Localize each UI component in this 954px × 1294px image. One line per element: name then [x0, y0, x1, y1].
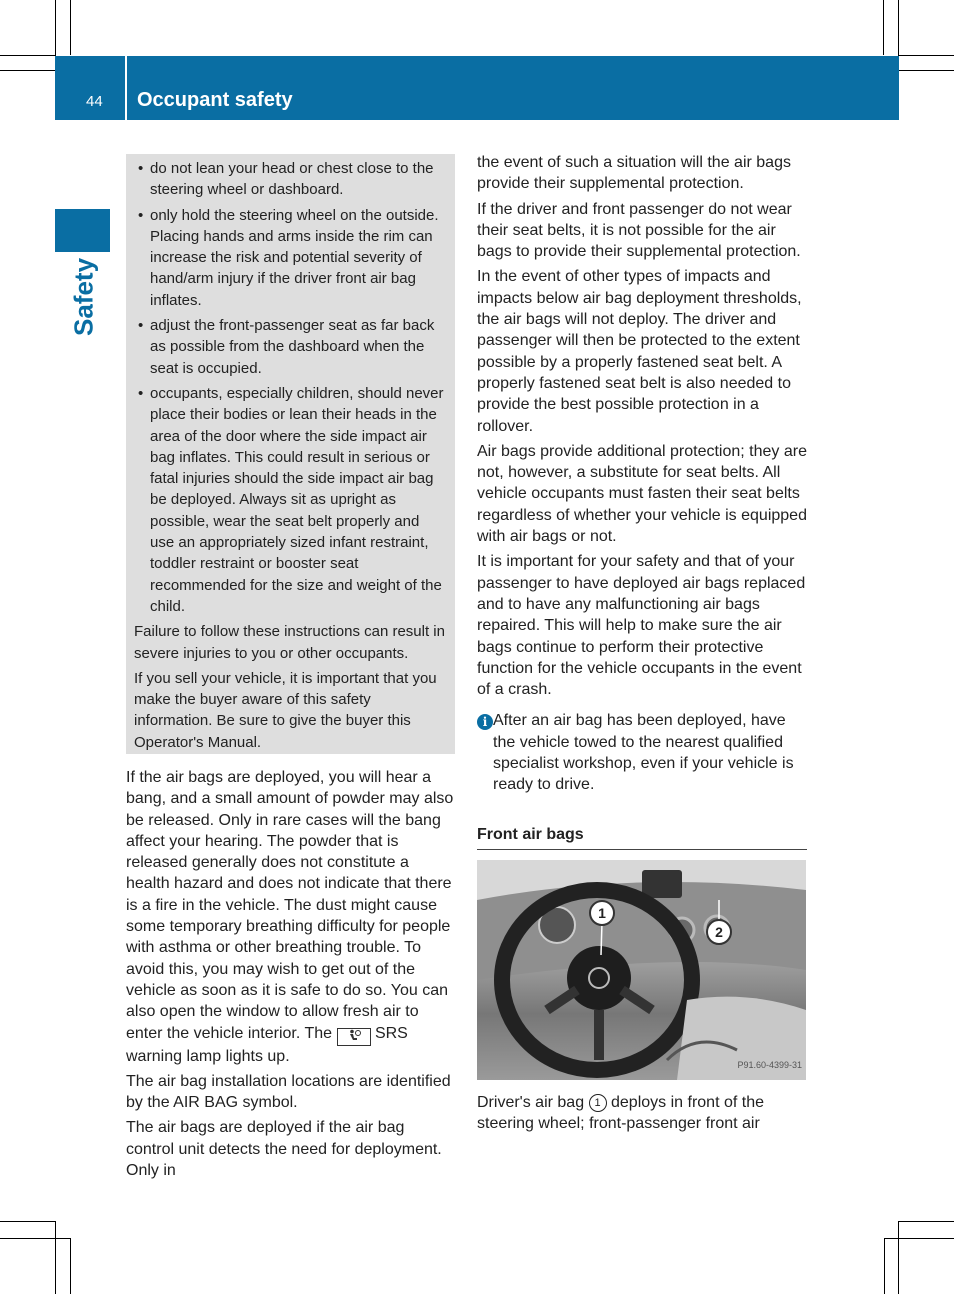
crop-mark: [898, 55, 954, 56]
page-header: [55, 56, 899, 120]
body-paragraph: It is important for your safety and that of your passenger to have deployed air bags replaced and to have any malfunctioning air bags repaired. This will help to make sure the air bags continue to perform their protective function for the vehicle occupants in the event of a crash.: [477, 553, 806, 699]
body-paragraph: In the event of other types of impacts and impacts below air bag deployment thresholds, the air bags will not deploy. The driver and passenger will then be protected to the extent possible by a properly fastened seat belt. A properly fastened seat belt is also needed to provide the best possible protection in a rollover.: [477, 268, 802, 435]
left-column: [126, 767, 456, 1185]
warning-box: [126, 154, 455, 754]
header-divider: [125, 56, 127, 120]
warning-paragraph: Failure to follow these instructions can result in severe injuries to you or other occupants.: [134, 623, 445, 662]
body-text: If the air bags are deployed, you will hear a bang, and a small amount of powder may also be released. Only in rare cases will the bang affect your hearing. The powder that is released generally does not constitute a health hazard and does not indicate that there is a fire in the vehicle. The dust might cause some temporary breathing difficulty for people with asthma or other breathing trouble. To avoid this, you may wish to get out of the vehicle as soon as it is safe to do so. You can also open the window to allow fresh air to enter the vehicle interior. The: [126, 769, 454, 1042]
crop-mark: [0, 1238, 70, 1239]
caption: [477, 1092, 807, 1135]
page-number: 44: [86, 93, 103, 110]
info-note-text: After an air bag has been deployed, have the vehicle towed to the nearest qualified specialist workshop, even if your vehicle is ready to drive.: [493, 712, 794, 794]
callout-2: 2: [706, 919, 732, 945]
image-code: P91.60-4399-31: [737, 1059, 802, 1070]
crop-mark: [0, 55, 55, 56]
callout-ref-1: 1: [589, 1094, 607, 1112]
srs-warning-lamp-icon: [337, 1028, 371, 1046]
warning-list: [134, 158, 447, 617]
caption-text: deploys in front of the steering wheel; front-passenger front air: [477, 1093, 764, 1133]
side-tab-marker: [55, 209, 110, 252]
caption-text: Driver's air bag: [477, 1093, 585, 1111]
crop-mark: [898, 1221, 954, 1222]
crop-mark: [884, 1238, 954, 1239]
callout-1: 1: [589, 900, 615, 926]
crop-mark: [883, 0, 884, 55]
body-paragraph: The air bag installation locations are identified by the AIR BAG symbol.: [126, 1072, 451, 1112]
body-paragraph: [126, 767, 456, 1067]
info-icon: i: [477, 714, 493, 730]
body-paragraph: The air bags are deployed if the air bag control unit detects the need for deployment. Only in: [126, 1119, 442, 1180]
body-paragraph: Air bags provide additional protection; they are not, however, a substitute for seat belts. All vehicle occupants must fasten their seat belts regardless of whether your vehicle is equipped with air bags or not.: [477, 442, 807, 546]
warning-bullet: • only hold the steering wheel on the outside. Placing hands and arms inside the rim can increase the risk and potential severity of hand/arm injury if the driver front air bag inflates.: [134, 205, 447, 311]
warning-bullet: • adjust the front-passenger seat as far back as possible from the dashboard when the seat is occupied.: [134, 315, 447, 379]
crop-mark: [70, 1238, 71, 1294]
dashboard-illustration: [477, 860, 806, 1080]
body-paragraph: the event of such a situation will the air bags provide their supplemental protection.: [477, 154, 791, 193]
crop-mark: [70, 0, 71, 55]
body-paragraph: If the driver and front passenger do not wear their seat belts, it is not possible for the air bags to provide their supplemental protection.: [477, 200, 801, 261]
crop-mark: [55, 1221, 56, 1294]
warning-bullet: • do not lean your head or chest close to the steering wheel or dashboard.: [134, 158, 447, 201]
crop-mark: [884, 1238, 885, 1294]
side-tab-label: Safety: [68, 257, 99, 336]
warning-bullet: • occupants, especially children, should never place their bodies or lean their heads in the area of the door where the side impact air bag inflates. This could result in serious or fatal injuries should the side impact air bag be deployed. Always sit as upright as possible, wear the seat belt properly and use an appropriately sized infant restraint, toddler restraint or booster seat recommended for the size and weight of the child.: [134, 383, 447, 617]
body-text: SRS warning lamp lights up.: [126, 1024, 408, 1065]
right-column: [477, 152, 807, 1139]
section-title: Occupant safety: [137, 89, 293, 111]
info-note: [477, 710, 807, 795]
crop-mark: [898, 1221, 899, 1294]
warning-paragraph: If you sell your vehicle, it is important that you make the buyer aware of this safety information. Be sure to give the buyer this Operator's Manual.: [134, 669, 437, 751]
crop-mark: [0, 1221, 55, 1222]
dashboard-photo: [477, 860, 806, 1080]
subheading: Front air bags: [477, 824, 807, 850]
